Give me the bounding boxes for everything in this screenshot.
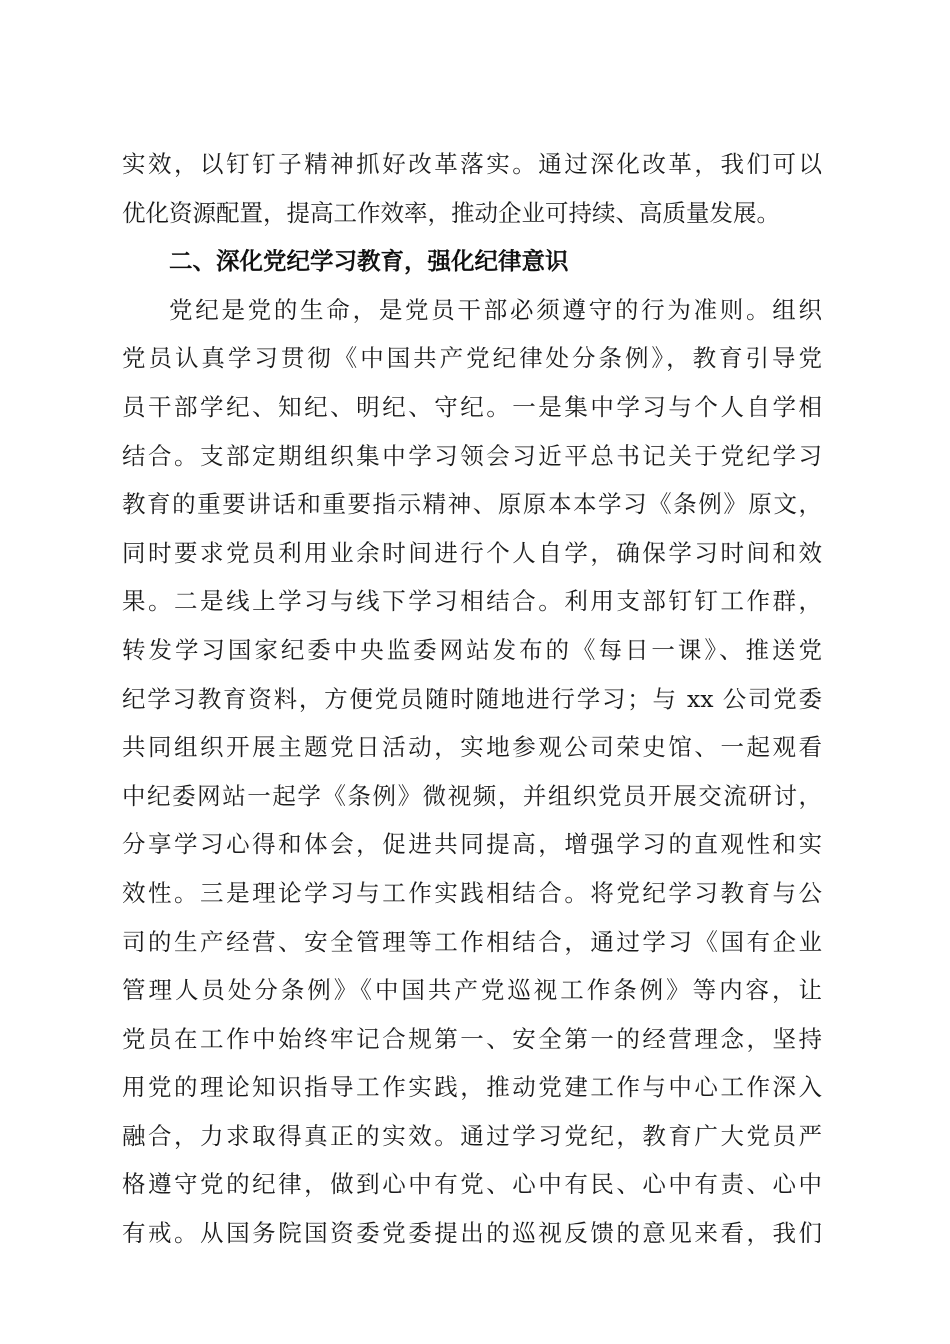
document-body	[122, 140, 832, 1258]
paragraph-line: 用党的理论知识指导工作实践，推动党建工作与中心工作深入	[122, 1073, 822, 1102]
paragraph-line: 格遵守党的纪律，做到心中有党、心中有民、心中有责、心中	[122, 1170, 822, 1199]
paragraph-line: 员干部学纪、知纪、明纪、守纪。一是集中学习与个人自学相	[122, 392, 822, 421]
paragraph-line: 管理人员处分条例》《中国共产党巡视工作条例》等内容，让	[122, 976, 822, 1005]
paragraph-line: 党员在工作中始终牢记合规第一、安全第一的经营理念，坚持	[122, 1024, 822, 1053]
paragraph-line: 转发学习国家纪委中央监委网站发布的《每日一课》、推送党	[122, 635, 822, 664]
paragraph-line: 教育的重要讲话和重要指示精神、原原本本学习《条例》原文，	[122, 490, 822, 519]
paragraph-line: 司的生产经营、安全管理等工作相结合，通过学习《国有企业	[122, 927, 822, 956]
paragraph-line: 共同组织开展主题党日活动，实地参观公司荣史馆、一起观看	[122, 733, 822, 762]
paragraph-line: 党纪是党的生命，是党员干部必须遵守的行为准则。组织	[169, 295, 822, 324]
paragraph-line: 同时要求党员利用业余时间进行个人自学，确保学习时间和效	[122, 538, 822, 567]
paragraph-line: 效性。三是理论学习与工作实践相结合。将党纪学习教育与公	[122, 878, 822, 907]
paragraph-line: 果。二是线上学习与线下学习相结合。利用支部钉钉工作群，	[122, 587, 822, 616]
paragraph-line: 实效，以钉钉子精神抓好改革落实。通过深化改革，我们可以	[122, 150, 822, 178]
paragraph-line: 党员认真学习贯彻《中国共产党纪律处分条例》，教育引导党	[122, 344, 822, 373]
paragraph-line: 结合。支部定期组织集中学习领会习近平总书记关于党纪学习	[122, 441, 822, 470]
section-heading: 二、深化党纪学习教育，强化纪律意识	[169, 247, 569, 276]
paragraph-line: 融合，力求取得真正的实效。通过学习党纪，教育广大党员严	[122, 1121, 822, 1150]
paragraph-line: 优化资源配置，提高工作效率，推动企业可持续、高质量发展。	[122, 198, 780, 227]
paragraph-line: 中纪委网站一起学《条例》微视频，并组织党员开展交流研讨，	[122, 781, 822, 810]
paragraph-line: 纪学习教育资料，方便党员随时随地进行学习；与 xx 公司党委	[122, 684, 822, 713]
paragraph-line: 有戒。从国务院国资委党委提出的巡视反馈的意见来看，我们	[122, 1219, 822, 1248]
paragraph-line: 分享学习心得和体会，促进共同提高，增强学习的直观性和实	[122, 830, 822, 859]
